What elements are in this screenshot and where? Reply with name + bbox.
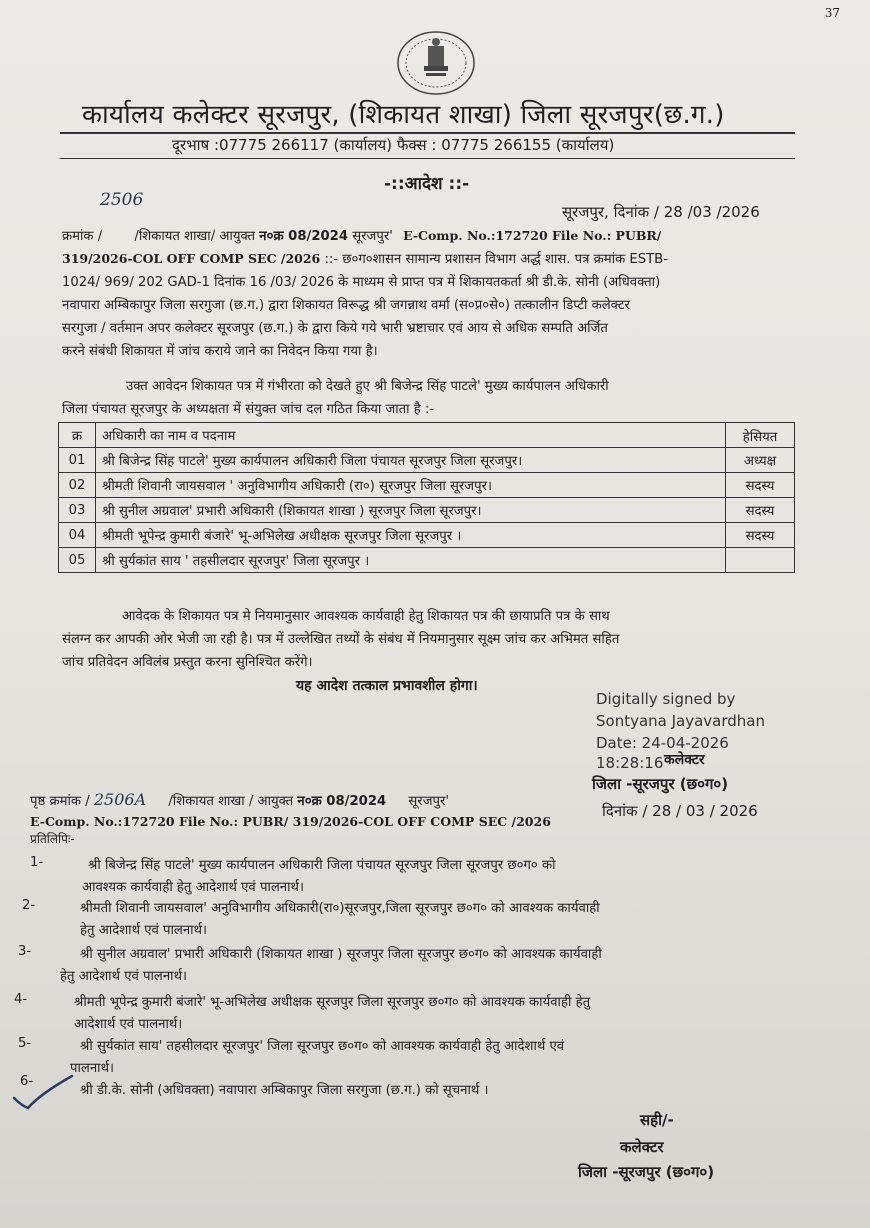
endorsement-prefix: पृष्ठ क्रमांक / bbox=[30, 794, 90, 809]
copy-number: 2- bbox=[22, 898, 36, 913]
table-header-row bbox=[59, 423, 795, 448]
paragraph-3-line: आवेदक के शिकायत पत्र मे नियमानुसार आवश्यक कार्यवाही हेतु शिकायत पत्र की छायाप्रति पत्र के साथ bbox=[122, 609, 610, 624]
signatory-district: जिला -सूरजपुर (छ०ग०) bbox=[592, 775, 729, 793]
signatory-designation: कलेक्टर bbox=[664, 752, 705, 768]
ref-case-number: न०क्र 08/2024 bbox=[259, 229, 349, 244]
row-name: श्रीमती शिवानी जायसवाल ' अनुविभागीय अधिकारी (रा०) सूरजपुर जिला सूरजपुर। bbox=[96, 473, 726, 498]
place-date: सूरजपुर, दिनांक / 28 /03 /2026 bbox=[562, 203, 760, 221]
digital-signature-time: 18:28:16 bbox=[596, 754, 664, 772]
copy-number: 6- bbox=[20, 1074, 34, 1089]
office-contact: दूरभाष :07775 266117 (कार्यालय) फैक्स : 07775 266155 (कार्यालय) bbox=[172, 136, 615, 154]
endorsement-ecomp: E-Comp. No.:172720 File No.: PUBR/ 319/2026-COL OFF COMP SEC /2026 bbox=[30, 814, 551, 829]
row-no: 04 bbox=[59, 523, 96, 548]
copy-number: 5- bbox=[18, 1036, 32, 1051]
contact-divider bbox=[60, 158, 795, 159]
copy-line: श्री बिजेन्द्र सिंह पाटले' मुख्य कार्यपालन अधिकारी जिला पंचायत सूरजपुर जिला सूरजपुर छ०ग० को bbox=[88, 858, 556, 873]
row-role: सदस्य bbox=[726, 498, 795, 523]
closing-designation: कलेक्टर bbox=[620, 1138, 664, 1156]
row-name: श्री सुर्यकांत साय ' तहसीलदार सूरजपुर' जिला सूरजपुर । bbox=[96, 548, 726, 573]
committee-table bbox=[58, 422, 795, 573]
table-row bbox=[59, 548, 795, 573]
table-row bbox=[59, 448, 795, 473]
header-name: अधिकारी का नाम व पदनाम bbox=[96, 423, 726, 448]
table-row bbox=[59, 498, 795, 523]
ref-file-number: 319/2026-COL OFF COMP SEC /2026 bbox=[62, 251, 321, 266]
reference-line-2 bbox=[62, 249, 668, 267]
digital-signature-date: Date: 24-04-2026 bbox=[596, 734, 729, 752]
title-divider bbox=[60, 132, 795, 134]
header-no: क्र bbox=[59, 423, 96, 448]
row-no: 05 bbox=[59, 548, 96, 573]
paragraph-3-line: जांच प्रतिवेदन अविलंब प्रस्तुत करना सुनिश्चित करेंगे। bbox=[62, 655, 313, 670]
copy-line: पालनार्थ। bbox=[70, 1061, 115, 1076]
endorsement-date: दिनांक / 28 / 03 / 2026 bbox=[602, 802, 758, 820]
signed-mark: सही/- bbox=[640, 1111, 674, 1129]
row-role: सदस्य bbox=[726, 473, 795, 498]
endorsement-place: सूरजपुर' bbox=[408, 794, 449, 809]
row-name: श्री बिजेन्द्र सिंह पाटले' मुख्य कार्यपालन अधिकारी जिला पंचायत सूरजपुर जिला सूरजपुर। bbox=[96, 448, 726, 473]
handwritten-endorsement-number: 2506A bbox=[93, 790, 147, 809]
row-no: 03 bbox=[59, 498, 96, 523]
header-role: हेसियत bbox=[726, 423, 795, 448]
copy-line: आवश्यक कार्यवाही हेतु आदेशार्थ एवं पालनार्थ। bbox=[82, 880, 304, 895]
copy-label: प्रतिलिपिः- bbox=[30, 832, 75, 846]
endorsement-branch: /शिकायत शाखा / आयुक्त bbox=[168, 794, 294, 809]
body-line: करने संबंधी शिकायत में जांच कराये जाने का निवेदन किया गया है। bbox=[62, 344, 378, 359]
handwritten-serial-number: 2506 bbox=[100, 190, 144, 210]
table-row bbox=[59, 523, 795, 548]
row-role bbox=[726, 548, 795, 573]
row-role: अध्यक्ष bbox=[726, 448, 795, 473]
paragraph-2-line: जिला पंचायत सूरजपुर के अध्यक्षता में संयुक्त जांच दल गठित किया जाता है :- bbox=[62, 402, 435, 417]
digital-signature-line: Digitally signed by bbox=[596, 690, 736, 708]
row-no: 01 bbox=[59, 448, 96, 473]
handwritten-tick-icon bbox=[10, 1072, 80, 1112]
copy-line: श्री सुनील अग्रवाल' प्रभारी अधिकारी (शिकायत शाखा ) सूरजपुर जिला सूरजपुर छ०ग० को आवश्यक कार्यवाही bbox=[80, 947, 602, 962]
ref-prefix: क्रमांक / bbox=[62, 229, 107, 244]
state-emblem-icon bbox=[395, 30, 477, 96]
row-name: श्रीमती भूपेन्द्र कुमारी बंजारे' भू-अभिलेख अधीक्षक सूरजपुर जिला सूरजपुर । bbox=[96, 523, 726, 548]
reference-line-1 bbox=[62, 226, 661, 244]
copy-number: 4- bbox=[14, 992, 28, 1007]
ref-place: सूरजपुर' bbox=[352, 229, 393, 244]
endorsement-line bbox=[30, 790, 449, 809]
body-line: नवापारा अम्बिकापुर जिला सरगुजा (छ.ग.) द्वारा शिकायत विरूद्ध श्री जगन्नाथ वर्मा (स०प्र०से०) तत्कालीन डिप्टी कलेक्टर bbox=[62, 298, 630, 313]
digital-signature-name: Sontyana Jayavardhan bbox=[596, 712, 766, 730]
copy-line: हेतु आदेशार्थ एवं पालनार्थ। bbox=[60, 969, 188, 984]
copy-line: श्रीमती भूपेन्द्र कुमारी बंजारे' भू-अभिलेख अधीक्षक सूरजपुर जिला सूरजपुर छ०ग० को आवश्यक कार्यवाही हेतु bbox=[74, 995, 591, 1010]
effective-notice: यह आदेश तत्काल प्रभावशील होगा। bbox=[296, 678, 478, 694]
body-line: 1024/ 969/ 202 GAD-1 दिनांक 16 /03/ 2026 के माध्यम से प्राप्त पत्र में शिकायतकर्ता श्री डी.के. सोनी (अधिवक्ता) bbox=[62, 275, 661, 290]
office-title: कार्यालय कलेक्टर सूरजपुर, (शिकायत शाखा) जिला सूरजपुर(छ.ग.) bbox=[82, 100, 725, 130]
row-no: 02 bbox=[59, 473, 96, 498]
table-row bbox=[59, 473, 795, 498]
paragraph-3-line: संलग्न कर आपकी ओर भेजी जा रही है। पत्र में उल्लेखित तथ्यों के संबंध में नियमानुसार सूक्ष्म जांच कर अभिमत सहित bbox=[62, 632, 620, 647]
copy-line: आदेशार्थ एवं पालनार्थ। bbox=[74, 1017, 183, 1032]
page-number: 37 bbox=[824, 6, 840, 20]
order-heading: -::आदेश ::- bbox=[384, 174, 470, 194]
paragraph-2-line: उक्त आवेदन शिकायत पत्र में गंभीरता को देखते हुए श्री बिजेन्द्र सिंह पाटले' मुख्य कार्यपालन अधिकारी bbox=[126, 379, 609, 394]
copy-number: 3- bbox=[18, 944, 32, 959]
copy-line: श्री सुर्यकांत साय' तहसीलदार सूरजपुर' जिला सूरजपुर छ०ग० को आवश्यक कार्यवाही हेतु आदेशार्थ एवं bbox=[80, 1039, 565, 1054]
row-role: सदस्य bbox=[726, 523, 795, 548]
ref-ecomp: E-Comp. No.:172720 File No.: PUBR/ bbox=[403, 228, 662, 243]
copy-line: हेतु आदेशार्थ एवं पालनार्थ। bbox=[80, 923, 208, 938]
ref-branch: /शिकायत शाखा/ आयुक्त bbox=[134, 229, 256, 244]
endorsement-case-number: न०क्र 08/2024 bbox=[297, 794, 387, 809]
body-line: सरगुजा / वर्तमान अपर कलेक्टर सूरजपुर (छ.ग.) के द्वारा किये गये भारी भ्रष्टाचार एवं आय से अधिक सम्पति अर्जित bbox=[62, 321, 608, 336]
copy-line: श्री डी.के. सोनी (अधिवक्ता) नवापारा अम्बिकापुर जिला सरगुजा (छ.ग.) को सूचनार्थ । bbox=[80, 1083, 489, 1098]
copy-number: 1- bbox=[30, 855, 44, 870]
row-name: श्री सुनील अग्रवाल' प्रभारी अधिकारी (शिकायत शाखा ) सूरजपुर जिला सूरजपुर। bbox=[96, 498, 726, 523]
closing-district: जिला -सूरजपुर (छ०ग०) bbox=[578, 1163, 715, 1181]
ref-subject: ::- छ०ग०शासन सामान्य प्रशासन विभाग अर्द्ध शास. पत्र क्रमांक ESTB- bbox=[320, 252, 668, 267]
copy-line: श्रीमती शिवानी जायसवाल' अनुविभागीय अधिकारी(रा०)सूरजपुर,जिला सूरजपुर छ०ग० को आवश्यक कार्यवाही bbox=[80, 901, 600, 916]
